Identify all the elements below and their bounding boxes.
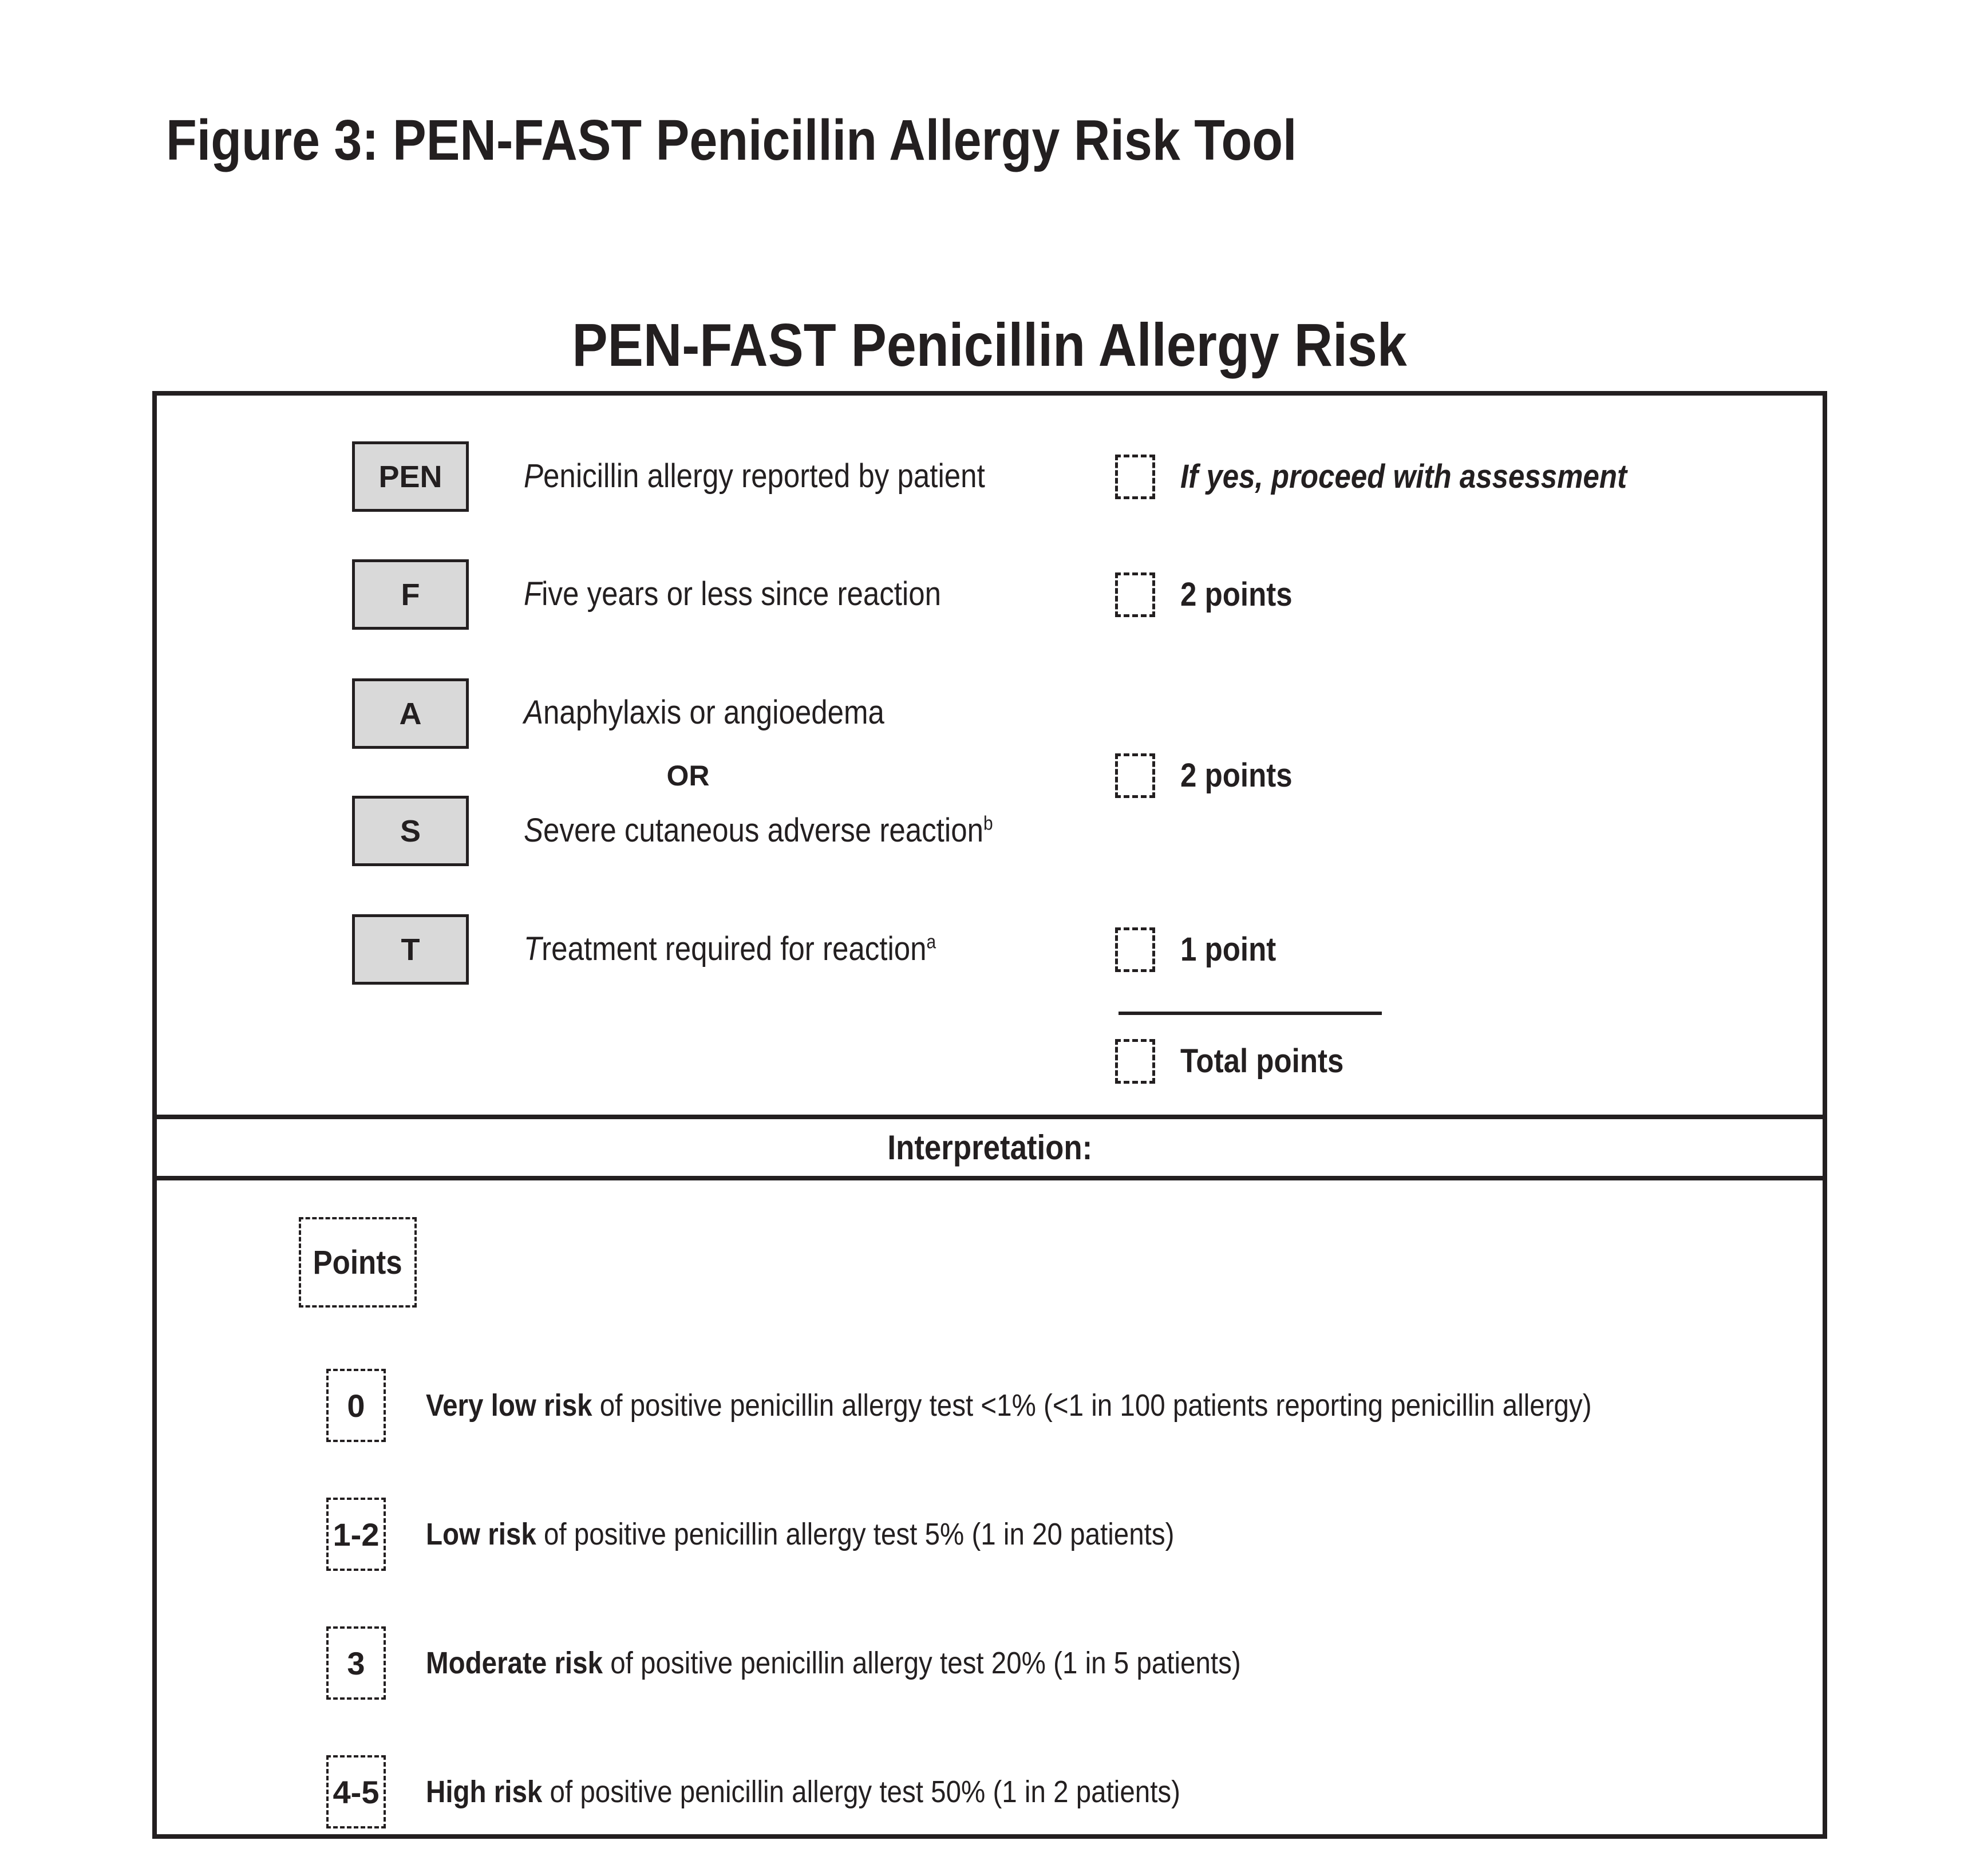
points-value-4-5: 4-5: [333, 1774, 380, 1810]
checkbox-pen-yes[interactable]: [1115, 455, 1155, 499]
criterion-pen-text: enicillin allergy reported by patient: [543, 457, 985, 495]
risk-level-high: High risk: [426, 1775, 543, 1809]
interpretation-header: Interpretation:: [887, 1128, 1092, 1167]
score-label-pen-text: If yes, proceed with assessment: [1180, 458, 1627, 495]
diagram-title: [152, 312, 1827, 379]
risk-row-high: [426, 1766, 1834, 1818]
key-box-f: [352, 559, 469, 630]
or-label-text: OR: [666, 760, 710, 792]
points-header-label: Points: [313, 1243, 402, 1281]
figure-caption-text: Figure 3: PEN-FAST Penicillin Allergy Risk Tool: [166, 108, 1297, 172]
total-points-label-text: Total points: [1180, 1042, 1344, 1080]
checkbox-treatment[interactable]: [1115, 927, 1155, 972]
criterion-s: [524, 808, 1113, 854]
risk-row-very-low: [426, 1380, 1834, 1431]
criterion-s-text: evere cutaneous adverse reaction: [543, 812, 983, 849]
risk-level-moderate: Moderate risk: [426, 1646, 603, 1680]
score-label-a-s: [1180, 753, 1844, 799]
key-box-t: [352, 914, 469, 985]
criterion-t-sup: a: [926, 931, 936, 953]
criterion-s-lead: S: [524, 812, 544, 849]
criterion-t: [524, 926, 1113, 972]
risk-row-moderate: [426, 1637, 1834, 1689]
checkbox-anaphylaxis-or-scar[interactable]: [1115, 753, 1155, 798]
risk-detail-low: of positive penicillin allergy test 5% (1 in 20 patients): [536, 1517, 1175, 1551]
points-box-0: [326, 1369, 386, 1442]
checkbox-five-years[interactable]: [1115, 572, 1155, 617]
score-label-a-s-text: 2 points: [1180, 757, 1293, 794]
criterion-t-lead: T: [524, 930, 542, 967]
criterion-pen-lead: P: [524, 457, 544, 495]
points-value-3: 3: [347, 1645, 365, 1681]
total-points-label: [1180, 1038, 1844, 1084]
checkbox-total-points[interactable]: [1115, 1039, 1155, 1084]
criterion-t-text: reatment required for reaction: [542, 930, 927, 967]
score-label-t: [1180, 927, 1844, 973]
criterion-a: [524, 690, 1113, 736]
key-box-t-label: T: [401, 932, 420, 967]
key-box-s: [352, 796, 469, 866]
criterion-a-text: naphylaxis or angioedema: [543, 694, 884, 731]
points-box-4-5: [326, 1755, 386, 1828]
score-label-t-text: 1 point: [1180, 931, 1276, 968]
diagram-title-text: PEN-FAST Penicillin Allergy Risk: [572, 311, 1408, 379]
criterion-s-sup: b: [983, 812, 993, 835]
criterion-a-lead: A: [524, 694, 544, 731]
total-sum-line: [1119, 1012, 1382, 1015]
risk-level-very-low: Very low risk: [426, 1388, 592, 1423]
criterion-f-lead: F: [524, 575, 542, 613]
risk-detail-high: of positive penicillin allergy test 50% (1 in 2 patients): [542, 1775, 1180, 1809]
points-value-0: 0: [347, 1387, 365, 1424]
risk-level-low: Low risk: [426, 1517, 536, 1551]
or-label: [667, 759, 710, 792]
key-box-pen: [352, 441, 469, 512]
key-box-pen-label: PEN: [378, 459, 442, 494]
key-box-a-label: A: [399, 696, 422, 731]
points-box-1-2: [326, 1498, 386, 1571]
score-label-f: [1180, 572, 1844, 618]
key-box-a: [352, 678, 469, 749]
points-value-1-2: 1-2: [333, 1516, 380, 1553]
points-header-box: [299, 1217, 417, 1308]
criterion-f-text: ive years or less since reaction: [542, 575, 942, 613]
risk-detail-moderate: of positive penicillin allergy test 20% (1 in 5 patients): [603, 1646, 1241, 1680]
points-box-3: [326, 1626, 386, 1700]
risk-row-low: [426, 1508, 1834, 1560]
score-label-pen: [1180, 454, 1844, 500]
score-label-f-text: 2 points: [1180, 576, 1293, 613]
risk-detail-very-low: of positive penicillin allergy test <1% (<1 in 100 patients reporting penicillin allergy): [592, 1388, 1592, 1423]
figure-caption: [166, 109, 1451, 172]
criterion-f: [524, 571, 1113, 617]
key-box-f-label: F: [401, 577, 420, 612]
criterion-pen: [524, 453, 1113, 499]
interpretation-header-band: [152, 1115, 1827, 1180]
key-box-s-label: S: [400, 813, 421, 848]
